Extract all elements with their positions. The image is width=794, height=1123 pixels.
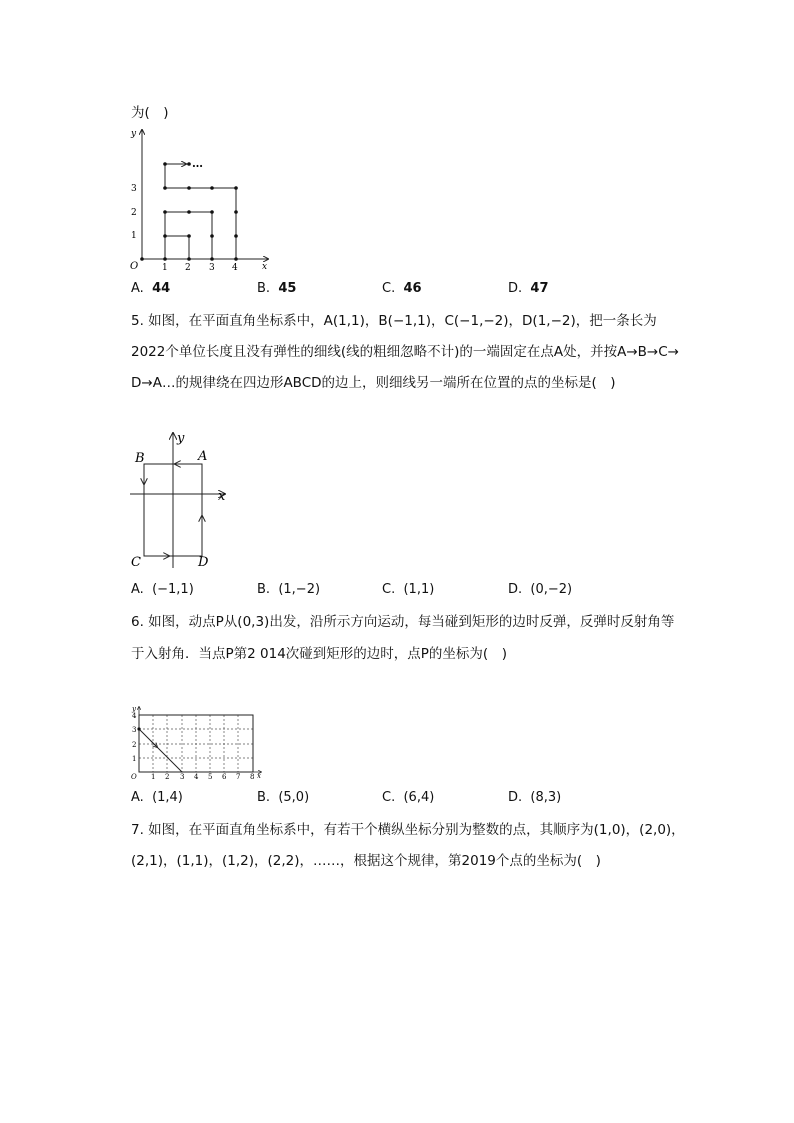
q4-option-a[interactable]: A. 44	[131, 281, 171, 296]
q6-x-label: x	[257, 772, 261, 780]
q6-x-tick: 3	[180, 773, 185, 780]
q5-label-c: C	[131, 555, 141, 570]
q5-text-line1: 5. 如图，在平面直角坐标系中，A(1,1)，B(−1,1)，C(−1,−2)，D(1,−2)，把一条长为	[131, 313, 657, 329]
q6-grid	[139, 715, 253, 772]
q5-label-b: B	[135, 451, 145, 466]
q4-option-d[interactable]: D. 47	[508, 281, 549, 296]
q5-figure	[125, 428, 235, 573]
q6-origin: O	[131, 773, 137, 780]
q4-y-tick: 2	[131, 208, 137, 218]
q6-y-tick: 3	[132, 726, 137, 734]
q6-y-tick: 1	[132, 755, 137, 763]
q5-option-a[interactable]: A. (−1,1)	[131, 582, 194, 597]
q6-x-tick: 6	[222, 773, 227, 780]
q6-x-tick: 1	[151, 773, 156, 780]
q6-text-line2: 于入射角．当点P第2 014次碰到矩形的边时，点P的坐标为( )	[131, 646, 507, 662]
q6-option-d[interactable]: D. (8,3)	[508, 790, 562, 805]
q5-label-d: D	[198, 555, 209, 570]
q4-origin: O	[130, 261, 139, 272]
q5-text-line3: D→A…的规律绕在四边形ABCD的边上，则细线另一端所在位置的点的坐标是( )	[131, 375, 616, 391]
q4-tail: 为( )	[131, 105, 169, 121]
q5-option-b[interactable]: B. (1,−2)	[257, 582, 321, 597]
q4-x-tick: 4	[232, 263, 238, 273]
q4-y-tick: 1	[131, 231, 137, 241]
q6-option-a[interactable]: A. (1,4)	[131, 790, 183, 805]
q5-option-c[interactable]: C. (1,1)	[382, 582, 435, 597]
q6-x-tick: 7	[236, 773, 241, 780]
q7-text-line1: 7. 如图，在平面直角坐标系中，有若干个横纵坐标分别为整数的点，其顺序为(1,0)，(2,0)，	[131, 822, 685, 838]
q4-y-tick: 3	[131, 184, 137, 194]
q4-x-label: x	[262, 262, 268, 272]
q6-option-b[interactable]: B. (5,0)	[257, 790, 310, 805]
q4-spiral-path	[142, 212, 212, 259]
q6-path	[139, 729, 182, 772]
q5-text-line2: 2022个单位长度且没有弹性的细线(线的粗细忽略不计)的一端固定在点A处，并按A→B→C→	[131, 344, 679, 360]
q6-x-tick: 5	[208, 773, 213, 780]
q4-x-tick: 2	[185, 263, 191, 273]
q5-label-x: x	[218, 489, 226, 504]
q7-text-line2: (2,1)，(1,1)，(1,2)，(2,2)，……，根据这个规律，第2019个点的坐标为( )	[131, 853, 601, 869]
q6-x-tick: 4	[194, 773, 199, 780]
q4-x-tick: 1	[162, 263, 168, 273]
q4-figure	[118, 124, 278, 274]
q6-x-tick: 8	[250, 773, 255, 780]
q5-label-y: y	[177, 431, 185, 446]
q4-ellipsis: …	[192, 157, 203, 170]
q6-y-tick: 4	[132, 712, 137, 720]
q6-y-tick: 2	[132, 741, 137, 749]
q4-option-c[interactable]: C. 46	[382, 281, 422, 296]
q5-option-d[interactable]: D. (0,−2)	[508, 582, 573, 597]
q6-x-tick: 2	[165, 773, 170, 780]
q4-x-tick: 3	[209, 263, 215, 273]
q4-option-b[interactable]: B. 45	[257, 281, 297, 296]
q6-text-line1: 6. 如图，动点P从(0,3)出发，沿所示方向运动，每当碰到矩形的边时反弹，反弹时反射角等	[131, 614, 675, 630]
q6-figure	[127, 704, 267, 780]
q5-label-a: A	[198, 449, 208, 464]
q6-option-c[interactable]: C. (6,4)	[382, 790, 435, 805]
q6-y-label: y	[132, 705, 136, 713]
q4-y-label: y	[131, 129, 137, 139]
